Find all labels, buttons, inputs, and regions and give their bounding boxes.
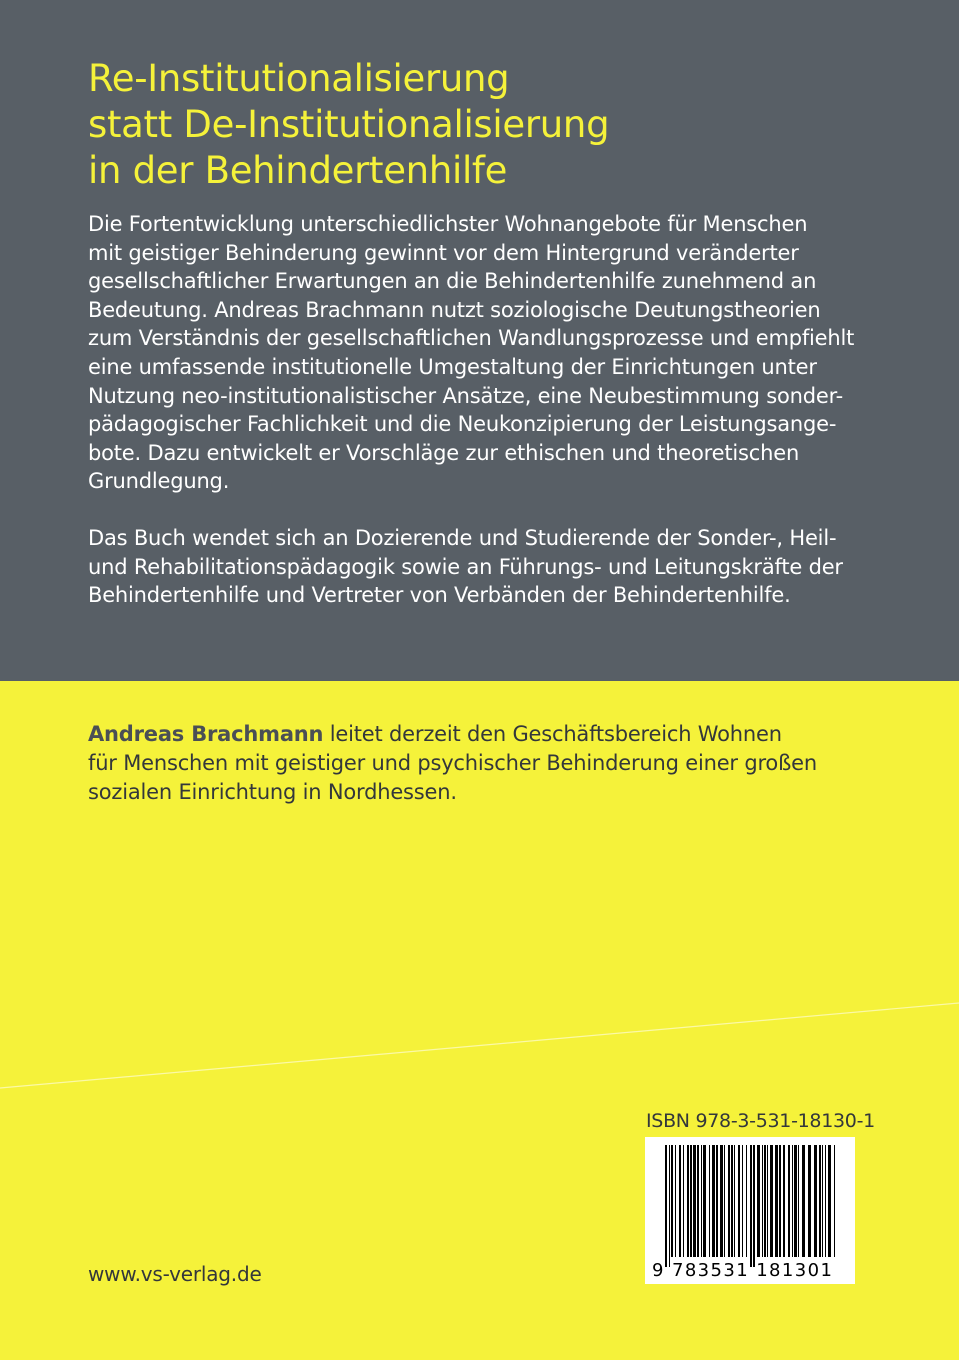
barcode-bar (742, 1145, 743, 1257)
barcode-bar (757, 1145, 760, 1257)
book-title (88, 56, 888, 194)
isbn-label: ISBN 978-3-531-18130-1 (646, 1110, 875, 1132)
author-name: Andreas Brachmann (88, 722, 324, 746)
barcode-bar (709, 1145, 710, 1257)
barcode-bar (792, 1145, 793, 1257)
title-line: statt De-Institutionalisierung (88, 103, 610, 146)
bio-text: leitet derzeit den Geschäftsbereich Wohnen (323, 722, 782, 746)
bio-line: für Menschen mit geistiger und psychischer Behinderung einer großen (88, 751, 817, 775)
text-line: Behindertenhilfe und Vertreter von Verbänden der Behindertenhilfe. (88, 583, 791, 608)
text-line: gesellschaftlicher Erwartungen an die Behindertenhilfe zunehmend an (88, 269, 817, 294)
text-line: Grundlegung. (88, 469, 230, 494)
bio-line (88, 720, 888, 749)
barcode-bar (669, 1145, 670, 1267)
title-line: in der Behindertenhilfe (88, 149, 508, 192)
barcode-bar (690, 1145, 692, 1257)
barcode-bar (716, 1145, 718, 1257)
barcode-bar (753, 1145, 755, 1267)
barcode-bar (665, 1145, 667, 1267)
barcode-bar (775, 1145, 778, 1257)
text-line: mit geistiger Behinderung gewinnt vor dem Hintergrund veränderter (88, 240, 799, 265)
description-paragraph-2 (88, 524, 878, 610)
text-line: Die Fortentwicklung unterschiedlichster Wohnangebote für Menschen (88, 212, 808, 236)
barcode-digits: 9 783531 181301 (652, 1260, 834, 1281)
text-line: Das Buch wendet sich an Dozierende und Studierende der Sonder-, Heil- (88, 526, 837, 550)
barcode-bar (794, 1145, 797, 1257)
text-line: bote. Dazu entwickelt er Vorschläge zur ethischen und theoretischen (88, 440, 800, 465)
barcode-bar (703, 1145, 706, 1257)
barcode-bar (764, 1145, 766, 1257)
barcode-bar (808, 1145, 811, 1257)
barcode-bar (712, 1145, 715, 1257)
barcode-bar (728, 1145, 730, 1257)
barcode-bar (687, 1145, 689, 1257)
title-line: Re-Institutionalisierung (88, 57, 510, 100)
barcode-bar (724, 1145, 725, 1257)
barcode-bar (762, 1145, 763, 1257)
barcode-bar (679, 1145, 681, 1257)
barcode-bar (802, 1145, 805, 1257)
author-bio (88, 720, 888, 807)
barcode-bar (834, 1145, 835, 1257)
barcode-bar (770, 1145, 773, 1257)
barcode-bar (693, 1145, 696, 1257)
barcode-bar (819, 1145, 821, 1257)
bio-line: sozialen Einrichtung in Nordhessen. (88, 780, 457, 804)
publisher-website: www.vs-verlag.de (88, 1262, 262, 1286)
barcode-bar (750, 1145, 752, 1267)
barcode-bar (767, 1145, 768, 1257)
barcode-bar (675, 1145, 676, 1257)
barcode-bar (814, 1145, 817, 1257)
barcode-bar (720, 1145, 723, 1257)
barcode-bar (746, 1145, 747, 1257)
barcode-bar (734, 1145, 735, 1257)
text-line: zum Verständnis der gesellschaftlichen Wandlungsprozesse und empfiehlt (88, 326, 855, 351)
description-paragraph-1 (88, 210, 878, 496)
text-line: eine umfassende institutionelle Umgestaltung der Einrichtungen unter (88, 354, 817, 379)
barcode-bar (779, 1145, 781, 1257)
text-line: Nutzung neo-institutionalistischer Ansätze, eine Neubestimmung sonder- (88, 383, 844, 408)
text-line: Bedeutung. Andreas Brachmann nutzt soziologische Deutungstheorien (88, 297, 821, 322)
text-line: und Rehabilitationspädagogik sowie an Führungs- und Leitungskräfte der (88, 554, 843, 579)
barcode-bar (671, 1145, 673, 1257)
barcode-bar (683, 1145, 684, 1257)
barcode-bar (697, 1145, 699, 1257)
barcode-bar (738, 1145, 740, 1257)
barcode-bar (825, 1145, 826, 1257)
barcode-bar (822, 1145, 823, 1257)
barcode-bar (783, 1145, 785, 1257)
barcode-bar (731, 1145, 733, 1257)
barcode-bar (788, 1145, 790, 1257)
barcode-bar (701, 1145, 702, 1257)
barcode-bar (798, 1145, 799, 1257)
text-line: pädagogischer Fachlichkeit und die Neukonzipierung der Leistungsange- (88, 412, 837, 437)
barcode-bar (828, 1145, 831, 1257)
